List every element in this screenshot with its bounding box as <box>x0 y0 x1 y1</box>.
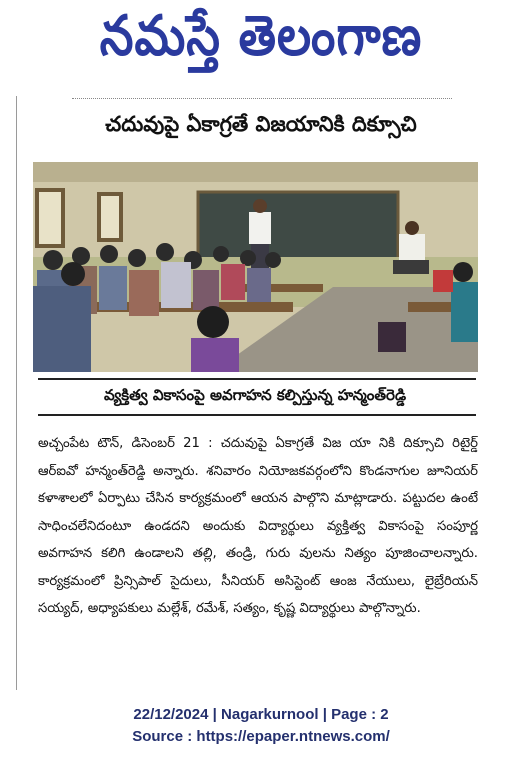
masthead-title: నమస్తే తెలంగాణ <box>99 3 423 69</box>
footer-separator: | <box>212 706 222 723</box>
footer-source: Source : https://epaper.ntnews.com/ <box>132 728 390 745</box>
article-body: అచ్చంపేట టౌన్, డిసెంబర్ 21 : చదువుపై ఏకాగ్రతే విజ యా నికి దిక్సూచి రిటైర్డ్ ఆర్‌ఐవో హన్మంత్‌రెడ్డి అన్నారు. శనివారం నియోజకవర్గంలోని కొండనాగుల జూనియర్ కళాశాలలో ఏర్పాటు చేసిన కార్యక్రమంలో ఆయన పాల్గొని మాట్లాడారు. పట్టుదల ఉంటే సాధించలేనిదంటూ ఉండదని అందుకు విద్యార్థులు వ్యక్తిత్వ వికాసంపై సంపూర్ణ అవగాహన కలిగి ఉండాలని తల్లి, తండ్రి, గురు వులను నిత్యం పూజించాలన్నారు. కార్యక్రమంలో ప్రిన్సిపాల్ సైదులు, సీనియర్ అసిస్టెంట్ ఆంజ నేయులు, లైబ్రేరియన్ సయ్యద్, అధ్యాపకులు మల్లేశ్, రమేశ్, సత్యం, కృష్ణ విద్యార్థులు పాల్గొన్నారు. <box>38 436 478 616</box>
newspaper-masthead <box>0 4 522 82</box>
photo-caption: వ్యక్తిత్వ వికాసంపై అవగాహన కల్పిస్తున్న హన్మంత్‌రెడ్డి <box>103 386 407 404</box>
footer-date: 22/12/2024 <box>133 706 209 723</box>
footer-separator: | <box>322 706 332 723</box>
article-headline: చదువుపై ఏకాగ్రతే విజయానికి దిక్సూచి <box>105 112 417 136</box>
article-photo <box>33 162 478 372</box>
footer-edition: Nagarkurnool <box>221 706 319 723</box>
cut-edge <box>72 98 452 100</box>
footer-page: Page : 2 <box>331 706 389 723</box>
caption-rule <box>38 414 476 416</box>
caption-rule <box>38 378 476 380</box>
footer-meta <box>0 704 522 726</box>
page-footer <box>0 704 522 748</box>
column-rule <box>16 96 17 690</box>
